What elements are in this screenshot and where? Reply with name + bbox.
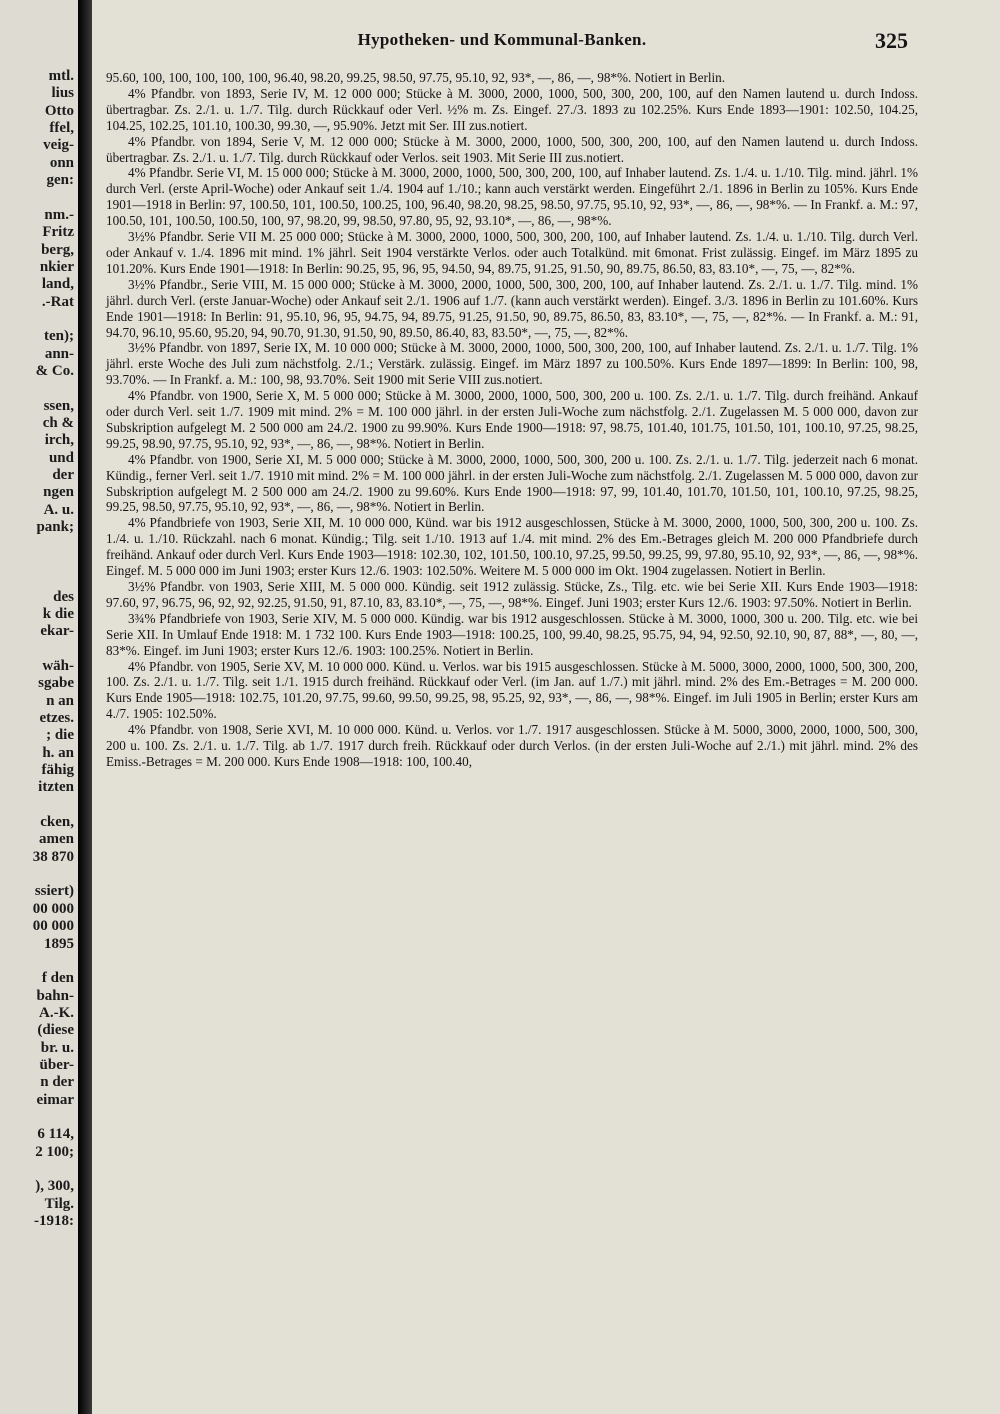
left-margin-line: bahn-	[36, 987, 74, 1004]
paragraph-serie-xiv: 3¾% Pfandbriefe von 1903, Serie XIV, M. 5 000 000. Kündig. war bis 1912 ausgeschlossen. Stücke à M. 3000, 1000, 300 u. 200. Tilg. etc. wie bei Serie XII. In Umlauf Ende 1918: M. 1 732 100. Kurs Ende 1903—1918: 100.25, 100, 99.40, 98.25, 95.75, 94, 94, 92.50, 92.10, 90, 87, 88*, —, 80, —, 83*%. Eingef. im Juni 1903; erster Kurs 12./6. 1903: 100.25%. Notiert in Berlin.	[106, 610, 918, 658]
running-head: Hypotheken- und Kommunal-Banken.	[357, 30, 647, 49]
left-margin-line: fähig	[41, 762, 74, 778]
paragraph-serie-xii: 4% Pfandbriefe von 1903, Serie XII, M. 10 000 000, Künd. war bis 1912 ausgeschlossen, Stücke à M. 3000, 2000, 1000, 500, 300, 200 u. 100. Zs. 1./4. u. 1./10. Rückzahl. nach 6 monat. Kündig.; Tilg. seit 1./10. 1913 auf 1./4. mit mind. 2% des Em.-Betrages gleich M. 200 000 Pfandbriefe durch freihänd. Ankauf oder durch Verl. Kurs Ende 1903—1918: 102.30, 102, 101.50, 100.10, 97.25, 99.50, 99.25, 99, 97.80, 95.10, 92, 93*, —, 86, —, 98*%. Eingef. M. 5 000 000 im Juni 1903; erster Kurs 12./6. 1903: 102.50%. Weitere M. 5 000 000 im Okt. 1904 zugelassen. Notiert in Berlin.	[106, 515, 918, 579]
left-margin-line: eimar	[36, 1091, 74, 1108]
left-margin-line: (diese	[37, 1022, 74, 1039]
left-margin-line: wäh-	[42, 657, 74, 674]
paragraph-serie-vi: 4% Pfandbr. Serie VI, M. 15 000 000; Stücke à M. 3000, 2000, 1000, 500, 300, 200, 100, auf Inhaber lautend. Zs. 1./4. u. 1./10. Tilg. mind. jährl. 1% durch Verl. (erste April-Woche) oder Ankauf seit 1./4. 1904 auf 1./10.; kann auch verstärkt werden. Eingeführt 2./1. 1896 in Berlin zu 105%. Kurs Ende 1901—1918 in Berlin: 97, 100.50, 101, 100.50, 100.25, 100, 96.40, 98.20, 98.25, 98.50, 97.75, 95.10, 92, 93*, —, 86, —, 98*%. — In Frankf. a. M.: 97, 100.50, 101, 100.50, 100.50, 100, 97, 98.20, 99, 98.50, 97.80, 95, 92, 93.10*, —, 86, —, 98*%.	[106, 165, 918, 229]
paragraph-serie-iv: 4% Pfandbr. von 1893, Serie IV, M. 12 000 000; Stücke à M. 3000, 2000, 1000, 500, 300, 200, 100, auf den Namen lautend u. durch Indoss. übertragbar. Zs. 2./1. u. 1./7. Tilg. durch Rückkauf oder Verl. ½% m. Zs. Eingef. 27./3. 1893 zu 102.25%. Kurs Ende 1893—1901: 102.50, 104.25, 104.25, 102.25, 101.10, 100.30, 99.30, —, 95.90%. Jetzt mit Ser. III zus.notiert.	[106, 85, 918, 133]
left-margin-line: nkier	[39, 258, 74, 275]
paragraph-serie-vii: 3½% Pfandbr. Serie VII M. 25 000 000; Stücke à M. 3000, 2000, 1000, 500, 300, 200, 100, auf Inhaber lautend. Zs. 1./4. u. 1./10. Tilg. durch Verl. oder Ankauf v. 1./4. 1896 mit mind. 1% jährl. Seit 1904 verstärkte Verlos. oder auch Totalkünd. mit 6monat. Frist zulässig. Eingef. im März 1895 zu 101.20%. Kurs Ende 1901—1918: In Berlin: 90.25, 95, 96, 95, 94.50, 94, 89.75, 91.25, 91.50, 90, 89.75, 86.50, 83, 83.10*, —, 75, —, 82*%.	[106, 229, 918, 276]
left-margin-line: pank;	[36, 519, 74, 536]
left-margin-line: 38 870	[32, 848, 74, 865]
left-margin-line: 6 114,	[37, 1126, 74, 1143]
left-margin-line: -1918:	[34, 1213, 74, 1230]
left-margin-line: h. an	[42, 744, 74, 761]
paragraph-continuation: 95.60, 100, 100, 100, 100, 100, 96.40, 98.20, 99.25, 98.50, 97.75, 95.10, 92, 93*, —, 86, —, 98*%. Notiert in Berlin.	[106, 70, 726, 85]
left-margin-line: veig-	[43, 137, 74, 154]
page-number: 325	[875, 28, 908, 53]
paragraph-serie-v: 4% Pfandbr. von 1894, Serie V, M. 12 000 000; Stücke à M. 3000, 2000, 1000, 500, 300, 200, 100, auf den Namen lautend u. durch Indoss. übertragbar. Zs. 2./1. u. 1./7. Tilg. durch Rückkauf oder Verlos. seit 1903. Mit Serie III zus.notiert.	[106, 133, 918, 165]
left-margin-line: gen:	[46, 172, 74, 189]
left-margin-line: A. u.	[43, 501, 74, 518]
left-margin-line: br. u.	[40, 1039, 74, 1056]
left-margin-line: & Co.	[35, 362, 74, 379]
left-margin-line: itzten	[38, 779, 74, 796]
paragraph-serie-xv: 4% Pfandbr. von 1905, Serie XV, M. 10 000 000. Künd. u. Verlos. war bis 1915 ausgeschlossen. Stücke à M. 5000, 3000, 2000, 1000, 500, 300, 200, 100. Zs. 2./1. u. 1./7. Tilg. seit 1./1. 1915 durch freihänd. Rückkauf oder Verl. (im Jan. auf 1./7.) mit jährl. mind. 2% des Em.-Betrages = M. 200 000. Kurs Ende 1905—1918: 102.75, 101.20, 97.75, 99.60, 99.50, 99.25, 98, 95.25, 92, 93*, —, 86, —, 98*%. Eingef. im Juli 1905 in Berlin; erster Kurs am 4./7. 1905: 102.50%.	[106, 658, 918, 722]
left-margin-line: irch,	[44, 432, 74, 449]
left-margin-line: k die	[42, 605, 74, 622]
left-margin-line: etzes.	[39, 709, 74, 726]
left-margin-line: und	[48, 449, 74, 466]
left-margin-line: ffel,	[49, 120, 74, 137]
left-margin-line: mtl.	[48, 68, 74, 84]
left-margin-line: lius	[51, 85, 74, 102]
left-margin-line: über-	[39, 1056, 74, 1073]
left-margin-line: ; die	[46, 727, 74, 744]
left-margin-line: ), 300,	[35, 1178, 74, 1195]
left-margin-line: .-Rat	[41, 293, 74, 310]
left-margin-line: land,	[41, 276, 74, 293]
page-body	[106, 70, 918, 770]
left-margin-line: 00 000	[32, 918, 74, 935]
left-margin-line: ann-	[44, 345, 74, 362]
left-margin-line: ten);	[44, 328, 74, 345]
left-margin-line: Tilg.	[44, 1195, 74, 1212]
left-margin-line: n an	[46, 692, 74, 709]
left-margin-line: sgabe	[38, 675, 74, 692]
paragraph-serie-x: 4% Pfandbr. von 1900, Serie X, M. 5 000 000; Stücke à M. 3000, 2000, 1000, 500, 300, 200 u. 100. Zs. 2./1. u. 1./7. Tilg. durch freihänd. Ankauf oder durch Verl. seit 1./7. 1909 mit mind. 2% = M. 100 000 jährl. in der ersten Juli-Woche zum nächstfolg. 2./1. Zugelassen M. 5 000 000, davon zur Subskription aufgelegt M. 2 500 000 am 24./2. 1900 zu 99.90%. Kurs Ende 1900—1918: 97, 98.75, 101.40, 101.75, 101.50, 101, 100.10, 97.25, 98.25, 99.25, 98.90, 97.75, 95.10, 92, 93*, —, 86, —, 98*%. Notiert in Berlin.	[106, 388, 918, 451]
left-margin-line: ch &	[42, 415, 74, 431]
paragraph-serie-xvi: 4% Pfandbr. von 1908, Serie XVI, M. 10 000 000. Künd. u. Verlos. vor 1./7. 1917 ausgeschlossen. Stücke à M. 5000, 3000, 2000, 1000, 500, 300, 200 u. 100. Zs. 2./1. u. 1./7. Tilg. ab 1./7. 1917 durch freih. Rückkauf oder durch Verlos. (in der ersten Juli-Woche auf 2./1.) mit jährl. mind. 2% des Emiss.-Betrages = M. 200 000. Kurs Ende 1908—1918: 100, 100.40,	[106, 722, 918, 769]
adjacent-page-fragment	[0, 0, 78, 1414]
left-margin-line: des	[53, 588, 74, 605]
left-margin-line: Otto	[44, 102, 74, 119]
left-margin-line: 00 000	[32, 900, 74, 917]
left-margin-line: A.-K.	[39, 1004, 74, 1021]
left-margin-line: nm.-	[44, 206, 74, 223]
left-margin-line: 1895	[44, 935, 74, 952]
paragraph-serie-xi: 4% Pfandbr. von 1900, Serie XI, M. 5 000 000; Stücke à M. 3000, 2000, 1000, 500, 300, 200 u. 100. Zs. 2./1. u. 1./7. Tilg. jederzeit nach 6 monat. Kündig., ferner Verl. seit 1./7. 1910 mit mind. 2% = M. 100 000 jährl. in der ersten Juli-Woche zum nächstfolg. 2./1. Zugelassen M. 5 000 000, davon zur Subskription aufgelegt M. 2 500 000 am 24./2. 1900 zu 99.60%. Kurs Ende 1900—1918: 97, 99, 101.40, 101.70, 101.50, 101, 100.10, 97.25, 98.25, 99.25, 98.50, 97.75, 95.10, 92, 93*, —, 86, —, 98*%. Notiert in Berlin.	[106, 451, 918, 515]
left-margin-line: ssen,	[43, 397, 74, 414]
left-margin-line: f den	[41, 970, 74, 987]
left-margin-line: ngen	[43, 484, 74, 501]
left-margin-line: ssiert)	[34, 883, 74, 900]
paragraph-serie-xiii: 3½% Pfandbr. von 1903, Serie XIII, M. 5 000 000. Kündig. seit 1912 zulässig. Stücke, Zs., Tilg. etc. wie bei Serie XII. Kurs Ende 1903—1918: 97.60, 97, 96.75, 96, 92, 92, 92.25, 91.50, 91, 87.10, 83, 83.10*, —, 75, —, 98*%. Eingef. Juni 1903; erster Kurs 12./6. 1903: 97.50%. Notiert in Berlin.	[106, 579, 918, 610]
paragraph-serie-viii: 3½% Pfandbr., Serie VIII, M. 15 000 000; Stücke à M. 3000, 2000, 1000, 500, 300, 200, 100, auf Inhaber lautend. Zs. 2./1. u. 1./7. Tilg. mind. 1% jährl. durch Verl. (erste Januar-Woche) oder Ankauf seit 2./1. 1906 auf 1./7. (kann auch verstärkt werden). Eingef. 3./3. 1896 in Berlin zu 101.60%. Kurs Ende 1901—1918: In Berlin: 91, 95.10, 96, 95, 94.75, 94, 89.75, 91.25, 91.50, 90, 89.75, 86.50, 83, 83.10*, —, 75, —, 82*%. — In Frankf. a. M.: 91, 94.70, 96.10, 95.60, 95.20, 94, 90.70, 91.30, 91.50, 90, 89.50, 86.40, 83, 83.50*, —, 75, —, 82*%.	[106, 276, 918, 340]
paragraph-serie-ix: 3½% Pfandbr. von 1897, Serie IX, M. 10 000 000; Stücke à M. 3000, 2000, 1000, 500, 300, 200, 100, auf Inhaber lautend. Zs. 2./1. u. 1./7. Tilg. 1% jährl. erste Woche des Juli zum nächstfolg. 2./1.; Verstärk. zulässig. Eingef. im März 1897 zu 100.50%. Kurs Ende 1897—1899: In Berlin: 100, 98, 93.70%. — In Frankf. a. M.: 100, 98, 93.70%. Seit 1900 mit Serie VIII zus.notiert.	[106, 340, 918, 388]
left-margin-line: Fritz	[42, 224, 74, 241]
left-margin-line: 2 100;	[35, 1143, 74, 1160]
left-margin-line: ekar-	[40, 623, 74, 640]
document-page	[92, 0, 1000, 1414]
left-margin-line: cken,	[40, 814, 74, 831]
book-gutter	[78, 0, 92, 1414]
left-margin-line: amen	[39, 831, 74, 848]
left-margin-line: n der	[40, 1074, 74, 1091]
left-margin-line: der	[52, 467, 74, 484]
left-margin-line: berg,	[41, 241, 74, 258]
left-margin-line: onn	[49, 154, 74, 171]
